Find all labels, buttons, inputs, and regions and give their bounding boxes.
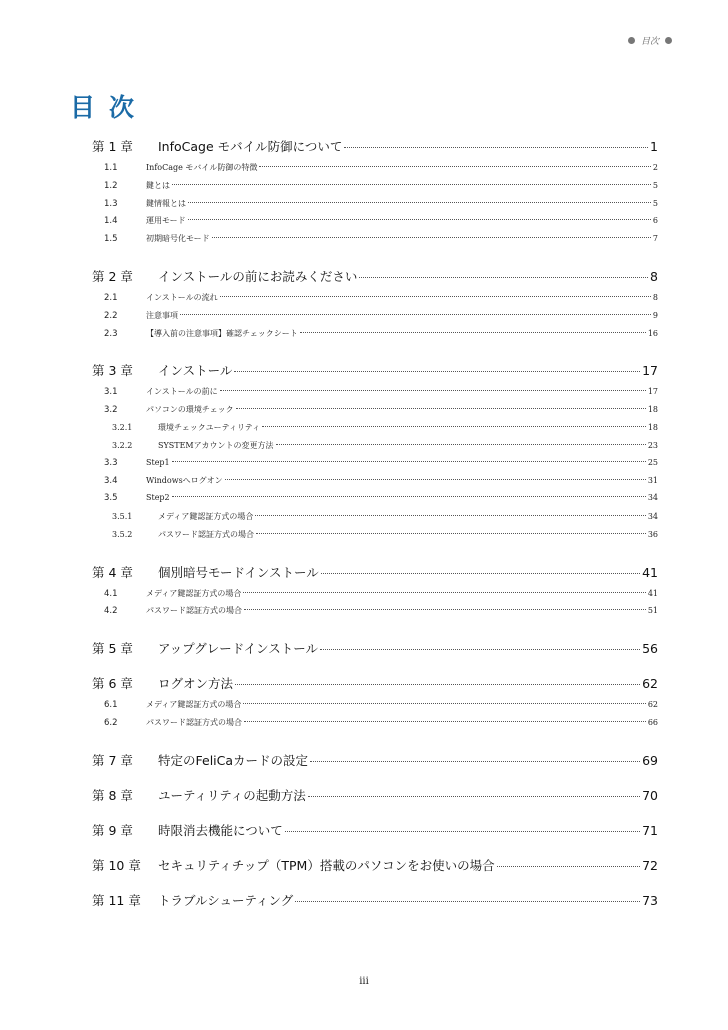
dot-leader	[225, 479, 646, 480]
toc-section-entry[interactable]	[92, 699, 658, 717]
toc-entry-page: 5	[652, 198, 658, 208]
toc-entry-title: アップグレードインストール	[158, 641, 319, 657]
toc-section-entry[interactable]	[92, 588, 658, 606]
page-number: iii	[359, 976, 369, 987]
toc-entry-number: 6.2	[104, 717, 118, 728]
toc-entry-title: メディア鍵認証方式の場合	[146, 700, 242, 710]
toc-entry-page: 17	[642, 363, 658, 379]
toc-entry-page: 25	[647, 457, 658, 467]
toc-section-entry[interactable]	[92, 493, 658, 511]
toc-entry-number: 第 9 章	[92, 822, 133, 838]
toc-entry-page: 16	[647, 328, 658, 338]
toc-section-entry[interactable]	[92, 215, 658, 233]
dot-leader	[285, 831, 640, 832]
toc-entry-page: 17	[647, 387, 658, 397]
toc-chapter-entry[interactable]	[92, 674, 658, 693]
dot-leader	[172, 184, 651, 185]
dot-leader	[320, 649, 640, 650]
toc-entry-title: Step2	[146, 493, 170, 503]
toc-entry-page: 70	[642, 787, 658, 803]
toc-entry-number: 2.1	[104, 292, 118, 303]
toc-entry-title: Step1	[146, 457, 170, 467]
toc-section-entry[interactable]	[92, 605, 658, 623]
toc-entry-page: 73	[642, 892, 658, 908]
dot-leader	[321, 573, 640, 574]
dot-leader	[244, 721, 646, 722]
toc-entry-title: パスワード認証方式の場合	[158, 529, 254, 539]
toc-entry-title: 特定のFeliCaカードの設定	[158, 752, 309, 768]
toc-entry-number: 1.1	[104, 163, 118, 173]
toc-entry-title: 鍵とは	[146, 180, 170, 190]
toc-entry-title: メディア鍵認証方式の場合	[146, 588, 242, 598]
toc-entry-page: 23	[647, 440, 658, 450]
toc-subsection-entry[interactable]	[92, 422, 658, 440]
header-label: 目次	[640, 37, 659, 47]
toc-section-entry[interactable]	[92, 233, 658, 251]
toc-entry-page: 31	[647, 476, 658, 486]
toc-entry-page: 5	[652, 180, 658, 190]
toc-section-entry[interactable]	[92, 198, 658, 216]
toc-section-entry[interactable]	[92, 717, 658, 735]
dot-leader	[172, 461, 646, 462]
toc-entry-number: 第 11 章	[92, 892, 141, 908]
toc-section-entry[interactable]	[92, 292, 658, 310]
toc-entry-number: 第 1 章	[92, 139, 133, 154]
toc-entry-page: 34	[647, 493, 658, 503]
dot-leader	[220, 296, 651, 297]
toc-entry-number: 第 2 章	[92, 268, 133, 284]
toc-entry-number: 1.3	[104, 198, 118, 209]
toc-chapter-entry[interactable]	[92, 786, 658, 805]
toc-entry-number: 3.2.2	[112, 440, 133, 450]
dot-leader	[259, 166, 651, 167]
toc-entry-page: 62	[642, 676, 658, 692]
dot-leader	[262, 426, 646, 427]
running-header	[628, 34, 672, 47]
toc-entry-number: 3.5	[104, 493, 118, 504]
toc-chapter-entry[interactable]	[92, 563, 658, 582]
toc-entry-number: 第 6 章	[92, 676, 133, 692]
dot-leader	[172, 496, 646, 497]
toc-entry-number: 第 7 章	[92, 752, 133, 768]
dot-leader	[234, 371, 640, 372]
toc-entry-title: 時限消去機能について	[158, 822, 283, 838]
toc-entry-page: 66	[647, 717, 658, 727]
toc-entry-page: 18	[647, 422, 658, 432]
toc-chapter-entry[interactable]	[92, 821, 658, 840]
toc-entry-number: 3.1	[104, 387, 118, 398]
toc-chapter-entry[interactable]	[92, 361, 658, 380]
dot-leader	[235, 684, 640, 685]
toc-entry-title: メディア鍵認証方式の場合	[158, 511, 254, 521]
toc-entry-number: 4.2	[104, 606, 118, 617]
toc-entry-number: 3.5.2	[112, 529, 133, 539]
dot-leader	[188, 219, 651, 220]
toc-entry-title: パソコンの環境チェック	[146, 405, 234, 415]
dot-leader	[212, 237, 651, 238]
toc-entry-title: パスワード認証方式の場合	[146, 717, 242, 727]
dot-leader	[300, 332, 646, 333]
toc-entry-title: ログオン方法	[158, 676, 234, 692]
toc-entry-page: 8	[652, 292, 658, 302]
toc-entry-page: 34	[647, 511, 658, 521]
toc-entry-title: 【導入前の注意事項】確認チェックシート	[146, 328, 298, 338]
dot-leader	[310, 761, 640, 762]
toc-entry-title: InfoCage モバイル防御について	[158, 139, 343, 154]
toc-entry-title: インストールの前にお読みください	[158, 268, 358, 284]
toc-entry-page: 72	[642, 857, 658, 873]
page-title: 目次	[70, 93, 149, 122]
toc-entry-title: InfoCage モバイル防御の特徴	[146, 163, 258, 172]
toc-entry-number: 3.2.1	[112, 422, 133, 432]
toc-entry-title: 環境チェックユーティリティ	[158, 422, 261, 432]
toc-chapter-entry[interactable]	[92, 891, 658, 910]
dot-leader	[256, 533, 646, 534]
toc-entry-number: 3.3	[104, 457, 118, 468]
table-of-contents	[92, 137, 658, 910]
bullet-icon	[665, 37, 672, 44]
toc-entry-number: 第 3 章	[92, 363, 133, 379]
toc-entry-page: 2	[652, 163, 658, 172]
toc-entry-page: 51	[647, 606, 658, 616]
toc-entry-number: 3.5.1	[112, 511, 133, 521]
toc-entry-title: Windowsへログオン	[146, 476, 223, 486]
dot-leader	[359, 277, 648, 278]
toc-chapter-entry[interactable]	[92, 137, 658, 156]
dot-leader	[220, 390, 646, 391]
toc-entry-number: 2.3	[104, 328, 118, 339]
toc-entry-title: ユーティリティの起動方法	[158, 787, 306, 803]
toc-entry-number: 第 4 章	[92, 564, 133, 580]
toc-section-entry[interactable]	[92, 328, 658, 346]
toc-entry-number: 第 8 章	[92, 787, 133, 803]
toc-entry-title: インストール	[158, 363, 233, 379]
toc-section-entry[interactable]	[92, 310, 658, 328]
dot-leader	[243, 592, 645, 593]
toc-entry-number: 3.4	[104, 476, 118, 487]
toc-entry-title: 注意事項	[146, 310, 178, 320]
dot-leader	[188, 202, 651, 203]
toc-entry-page: 41	[647, 588, 658, 598]
toc-entry-title: トラブルシューティング	[158, 892, 294, 908]
toc-chapter-entry[interactable]	[92, 267, 658, 286]
toc-subsection-entry[interactable]	[92, 440, 658, 458]
toc-entry-page: 56	[642, 641, 658, 657]
toc-entry-page: 69	[642, 752, 658, 768]
toc-entry-page: 8	[650, 268, 658, 284]
toc-entry-title: SYSTEMアカウントの変更方法	[158, 440, 274, 450]
dot-leader	[497, 866, 641, 867]
dot-leader	[344, 147, 648, 148]
toc-entry-title: 鍵情報とは	[146, 198, 186, 208]
dot-leader	[244, 609, 646, 610]
toc-entry-number: 1.4	[104, 216, 118, 227]
toc-entry-page: 6	[652, 216, 658, 226]
toc-entry-title: インストールの流れ	[146, 292, 218, 302]
toc-section-entry[interactable]	[92, 162, 658, 180]
toc-entry-number: 第 5 章	[92, 641, 133, 657]
toc-entry-title: 初期暗号化モード	[146, 234, 210, 244]
toc-entry-page: 9	[652, 310, 658, 320]
toc-section-entry[interactable]	[92, 458, 658, 476]
dot-leader	[295, 901, 640, 902]
toc-chapter-entry[interactable]	[92, 856, 658, 875]
toc-entry-number: 6.1	[104, 700, 118, 711]
toc-section-entry[interactable]	[92, 386, 658, 404]
toc-section-entry[interactable]	[92, 180, 658, 198]
toc-entry-title: 運用モード	[146, 216, 186, 226]
toc-section-entry[interactable]	[92, 475, 658, 493]
toc-entry-page: 36	[647, 529, 658, 539]
dot-leader	[255, 515, 645, 516]
dot-leader	[236, 408, 646, 409]
toc-entry-title: 個別暗号モードインストール	[158, 564, 319, 580]
bullet-icon	[628, 37, 635, 44]
toc-entry-title: セキュリティチップ（TPM）搭載のパソコンをお使いの場合	[158, 857, 495, 873]
toc-entry-number: 1.2	[104, 180, 118, 191]
toc-subsection-entry[interactable]	[92, 529, 658, 547]
toc-section-entry[interactable]	[92, 404, 658, 422]
toc-entry-page: 18	[647, 405, 658, 415]
toc-chapter-entry[interactable]	[92, 751, 658, 770]
toc-entry-page: 7	[652, 234, 658, 244]
toc-entry-page: 1	[650, 139, 658, 154]
dot-leader	[276, 444, 646, 445]
toc-entry-number: 2.2	[104, 310, 118, 321]
toc-entry-title: インストールの前に	[146, 387, 218, 397]
toc-subsection-entry[interactable]	[92, 511, 658, 529]
toc-entry-number: 3.2	[104, 405, 118, 416]
toc-entry-number: 1.5	[104, 234, 118, 245]
dot-leader	[243, 703, 645, 704]
toc-entry-number: 4.1	[104, 588, 118, 599]
dot-leader	[308, 796, 640, 797]
dot-leader	[180, 314, 651, 315]
toc-entry-title: パスワード認証方式の場合	[146, 606, 242, 616]
toc-entry-page: 62	[647, 700, 658, 710]
toc-entry-number: 第 10 章	[92, 857, 141, 873]
toc-chapter-entry[interactable]	[92, 639, 658, 658]
toc-entry-page: 41	[642, 564, 658, 580]
toc-entry-page: 71	[642, 822, 658, 838]
